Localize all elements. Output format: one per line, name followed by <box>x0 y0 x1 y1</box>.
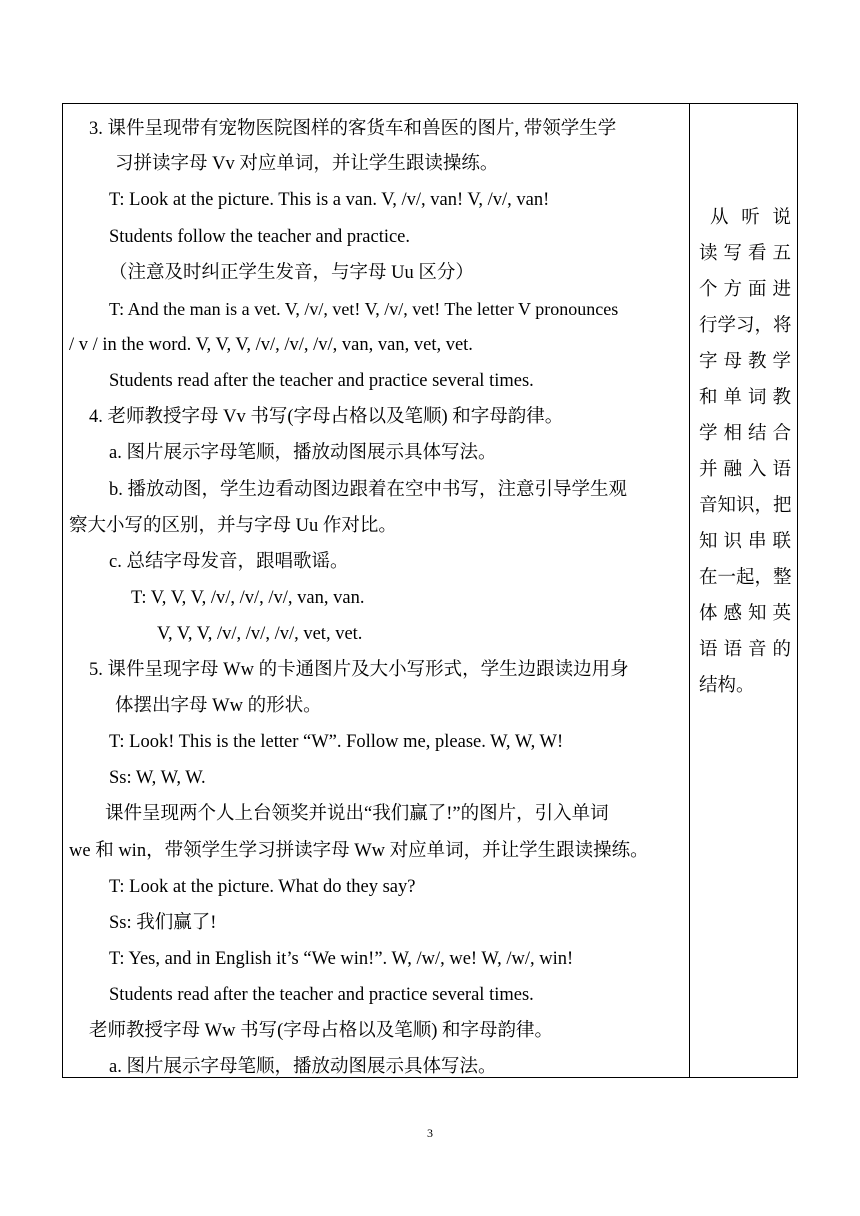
text-line: （注意及时纠正学生发音，与字母 Uu 区分） <box>109 263 474 283</box>
side-text-line: 知识串联 <box>699 532 791 552</box>
design-intent-column <box>690 104 799 1077</box>
text-line: 3. 课件呈现带有宠物医院图样的客货车和兽医的图片, 带领学生学 <box>89 119 617 139</box>
side-text-line: 学相结合 <box>699 424 791 444</box>
side-text-line: 读写看五 <box>699 244 791 264</box>
side-text-line: 体感知英 <box>699 604 791 624</box>
text-line: 察大小写的区别，并与字母 Uu 作对比。 <box>69 516 397 536</box>
text-line: Ss: W, W, W. <box>109 768 206 788</box>
side-text-line: 并融入语 <box>699 460 791 480</box>
text-line: T: Look! This is the letter “W”. Follow me, please. W, W, W! <box>109 732 564 752</box>
text-line: 课件呈现两个人上台领奖并说出“我们赢了!”的图片，引入单词 <box>105 804 609 824</box>
side-text-line: 和单词教 <box>699 388 791 408</box>
side-text-line: 音知识，把 <box>699 496 792 516</box>
text-line: 4. 老师教授字母 Vv 书写(字母占格以及笔顺) 和字母韵律。 <box>89 407 564 427</box>
text-line: Students follow the teacher and practice. <box>109 227 411 247</box>
text-line: T: Look at the picture. What do they say? <box>109 877 416 897</box>
text-line: T: Look at the picture. This is a van. V, /v/, van! V, /v/, van! <box>109 190 550 210</box>
text-line: V, V, V, /v/, /v/, /v/, vet, vet. <box>157 624 363 644</box>
text-line: 老师教授字母 Ww 书写(字母占格以及笔顺) 和字母韵律。 <box>89 1021 554 1041</box>
text-line: 习拼读字母 Vv 对应单词，并让学生跟读操练。 <box>115 154 499 174</box>
text-line: a. 图片展示字母笔顺，播放动图展示具体写法。 <box>109 443 497 463</box>
side-text-line: 在一起，整 <box>699 568 792 588</box>
text-line: T: Yes, and in English it’s “We win!”. W, /w/, we! W, /w/, win! <box>109 949 574 969</box>
text-line: Students read after the teacher and practice several times. <box>109 985 534 1005</box>
text-line: b. 播放动图，学生边看动图边跟着在空中书写，注意引导学生观 <box>109 480 628 500</box>
page-number: 3 <box>427 1126 433 1140</box>
text-line: T: And the man is a vet. V, /v/, vet! V, /v/, vet! The letter V pronounces <box>109 299 619 319</box>
side-text-line: 个方面进 <box>699 280 791 300</box>
text-line: Students read after the teacher and practice several times. <box>109 371 534 391</box>
text-line: we 和 win，带领学生学习拼读字母 Ww 对应单词，并让学生跟读操练。 <box>69 841 649 861</box>
side-text-line: 行学习，将 <box>699 316 792 336</box>
side-text-line: 从听说 <box>710 208 791 228</box>
text-line: a. 图片展示字母笔顺，播放动图展示具体写法。 <box>109 1057 497 1077</box>
text-line: 体摆出字母 Ww 的形状。 <box>115 696 322 716</box>
lesson-table <box>62 103 798 1078</box>
text-line: Ss: 我们赢了! <box>109 913 217 933</box>
text-line: c. 总结字母发音，跟唱歌谣。 <box>109 552 349 572</box>
procedure-column <box>63 104 689 1077</box>
text-line: 5. 课件呈现字母 Ww 的卡通图片及大小写形式，学生边跟读边用身 <box>89 660 629 680</box>
side-text-line: 语语音的 <box>699 640 791 660</box>
side-text-line: 结构。 <box>699 676 755 696</box>
text-line: / v / in the word. V, V, V, /v/, /v/, /v/, van, van, vet, vet. <box>69 335 473 355</box>
text-line: T: V, V, V, /v/, /v/, /v/, van, van. <box>131 588 365 608</box>
side-text-line: 字母教学 <box>699 352 791 372</box>
